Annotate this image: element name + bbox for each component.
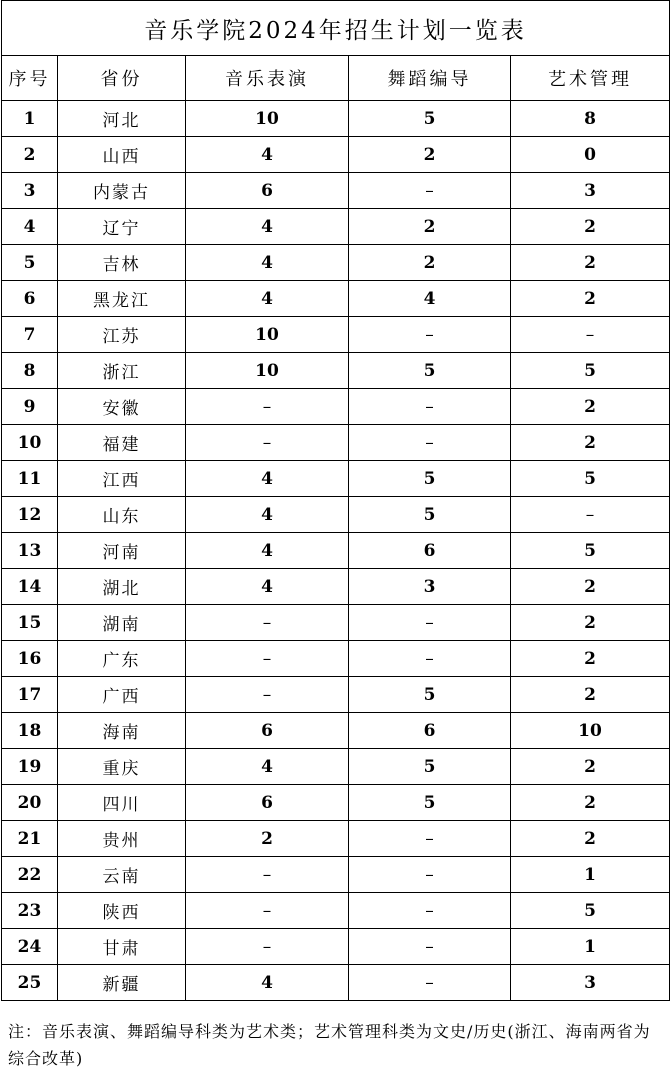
cell-index: 5 bbox=[2, 245, 58, 281]
cell-index: 21 bbox=[2, 821, 58, 857]
cell-dance-choreography: 5 bbox=[349, 785, 511, 821]
table-row bbox=[2, 389, 670, 425]
cell-province: 浙江 bbox=[58, 353, 186, 389]
cell-dance-choreography: – bbox=[349, 929, 511, 965]
cell-arts-management: – bbox=[511, 317, 670, 353]
table-row bbox=[2, 245, 670, 281]
cell-province: 湖北 bbox=[58, 569, 186, 605]
cell-dance-choreography: 2 bbox=[349, 209, 511, 245]
cell-province: 江苏 bbox=[58, 317, 186, 353]
cell-arts-management: 1 bbox=[511, 857, 670, 893]
cell-dance-choreography: – bbox=[349, 389, 511, 425]
cell-music-performance: – bbox=[186, 641, 349, 677]
cell-arts-management: 0 bbox=[511, 137, 670, 173]
cell-dance-choreography: – bbox=[349, 965, 511, 1001]
cell-dance-choreography: 6 bbox=[349, 713, 511, 749]
table-row bbox=[2, 677, 670, 713]
cell-arts-management: 2 bbox=[511, 785, 670, 821]
cell-dance-choreography: – bbox=[349, 857, 511, 893]
cell-dance-choreography: 5 bbox=[349, 461, 511, 497]
cell-index: 10 bbox=[2, 425, 58, 461]
cell-arts-management: 3 bbox=[511, 173, 670, 209]
table-row bbox=[2, 173, 670, 209]
title-row bbox=[2, 1, 670, 56]
cell-province: 云南 bbox=[58, 857, 186, 893]
cell-index: 12 bbox=[2, 497, 58, 533]
cell-dance-choreography: 6 bbox=[349, 533, 511, 569]
cell-province: 湖南 bbox=[58, 605, 186, 641]
cell-arts-management: 2 bbox=[511, 389, 670, 425]
cell-dance-choreography: 2 bbox=[349, 245, 511, 281]
cell-province: 河南 bbox=[58, 533, 186, 569]
cell-province: 陕西 bbox=[58, 893, 186, 929]
cell-arts-management: 5 bbox=[511, 533, 670, 569]
cell-arts-management: 10 bbox=[511, 713, 670, 749]
cell-music-performance: 10 bbox=[186, 101, 349, 137]
cell-music-performance: 4 bbox=[186, 533, 349, 569]
cell-music-performance: 4 bbox=[186, 965, 349, 1001]
cell-arts-management: 2 bbox=[511, 425, 670, 461]
cell-music-performance: 4 bbox=[186, 749, 349, 785]
header-index: 序号 bbox=[2, 56, 58, 101]
cell-index: 16 bbox=[2, 641, 58, 677]
cell-arts-management: 2 bbox=[511, 605, 670, 641]
cell-province: 黑龙江 bbox=[58, 281, 186, 317]
table-row bbox=[2, 605, 670, 641]
table-row bbox=[2, 641, 670, 677]
cell-dance-choreography: – bbox=[349, 641, 511, 677]
cell-dance-choreography: 5 bbox=[349, 353, 511, 389]
cell-index: 13 bbox=[2, 533, 58, 569]
cell-music-performance: 6 bbox=[186, 713, 349, 749]
cell-index: 2 bbox=[2, 137, 58, 173]
cell-dance-choreography: – bbox=[349, 173, 511, 209]
table-row bbox=[2, 317, 670, 353]
table-row bbox=[2, 785, 670, 821]
cell-arts-management: 3 bbox=[511, 965, 670, 1001]
cell-dance-choreography: 5 bbox=[349, 677, 511, 713]
cell-index: 6 bbox=[2, 281, 58, 317]
cell-dance-choreography: – bbox=[349, 821, 511, 857]
cell-index: 1 bbox=[2, 101, 58, 137]
cell-arts-management: 2 bbox=[511, 749, 670, 785]
table-row bbox=[2, 353, 670, 389]
table-row bbox=[2, 857, 670, 893]
cell-dance-choreography: – bbox=[349, 425, 511, 461]
header-province: 省份 bbox=[58, 56, 186, 101]
cell-arts-management: 2 bbox=[511, 245, 670, 281]
cell-province: 甘肃 bbox=[58, 929, 186, 965]
cell-music-performance: 2 bbox=[186, 821, 349, 857]
cell-dance-choreography: 3 bbox=[349, 569, 511, 605]
table-row bbox=[2, 929, 670, 965]
enrollment-plan-table bbox=[1, 0, 670, 1001]
cell-music-performance: – bbox=[186, 389, 349, 425]
cell-province: 重庆 bbox=[58, 749, 186, 785]
cell-music-performance: 10 bbox=[186, 353, 349, 389]
cell-dance-choreography: 5 bbox=[349, 101, 511, 137]
cell-province: 四川 bbox=[58, 785, 186, 821]
cell-index: 14 bbox=[2, 569, 58, 605]
cell-music-performance: 4 bbox=[186, 137, 349, 173]
cell-arts-management: 2 bbox=[511, 677, 670, 713]
cell-arts-management: 5 bbox=[511, 461, 670, 497]
cell-province: 内蒙古 bbox=[58, 173, 186, 209]
cell-province: 贵州 bbox=[58, 821, 186, 857]
table-title: 音乐学院2024年招生计划一览表 bbox=[2, 1, 670, 56]
table-row bbox=[2, 497, 670, 533]
table-row bbox=[2, 569, 670, 605]
cell-province: 海南 bbox=[58, 713, 186, 749]
header-arts-management: 艺术管理 bbox=[511, 56, 670, 101]
header-music-performance: 音乐表演 bbox=[186, 56, 349, 101]
cell-music-performance: 4 bbox=[186, 245, 349, 281]
cell-music-performance: 4 bbox=[186, 569, 349, 605]
cell-index: 22 bbox=[2, 857, 58, 893]
cell-arts-management: – bbox=[511, 497, 670, 533]
cell-index: 19 bbox=[2, 749, 58, 785]
table-row bbox=[2, 461, 670, 497]
table-row bbox=[2, 209, 670, 245]
cell-index: 7 bbox=[2, 317, 58, 353]
cell-index: 9 bbox=[2, 389, 58, 425]
table-row bbox=[2, 101, 670, 137]
cell-music-performance: – bbox=[186, 929, 349, 965]
cell-province: 福建 bbox=[58, 425, 186, 461]
cell-arts-management: 1 bbox=[511, 929, 670, 965]
cell-dance-choreography: – bbox=[349, 893, 511, 929]
cell-arts-management: 8 bbox=[511, 101, 670, 137]
table-row bbox=[2, 749, 670, 785]
cell-province: 辽宁 bbox=[58, 209, 186, 245]
table-row bbox=[2, 137, 670, 173]
cell-index: 8 bbox=[2, 353, 58, 389]
cell-index: 23 bbox=[2, 893, 58, 929]
cell-dance-choreography: – bbox=[349, 605, 511, 641]
cell-arts-management: 2 bbox=[511, 281, 670, 317]
cell-province: 广东 bbox=[58, 641, 186, 677]
table-row bbox=[2, 821, 670, 857]
header-dance-choreography: 舞蹈编导 bbox=[349, 56, 511, 101]
cell-music-performance: 4 bbox=[186, 209, 349, 245]
cell-arts-management: 5 bbox=[511, 893, 670, 929]
table-row bbox=[2, 893, 670, 929]
table-row bbox=[2, 533, 670, 569]
cell-arts-management: 2 bbox=[511, 569, 670, 605]
cell-province: 安徽 bbox=[58, 389, 186, 425]
table-row bbox=[2, 281, 670, 317]
cell-dance-choreography: 4 bbox=[349, 281, 511, 317]
cell-arts-management: 5 bbox=[511, 353, 670, 389]
cell-province: 山东 bbox=[58, 497, 186, 533]
cell-province: 吉林 bbox=[58, 245, 186, 281]
cell-arts-management: 2 bbox=[511, 821, 670, 857]
cell-music-performance: 4 bbox=[186, 461, 349, 497]
cell-dance-choreography: – bbox=[349, 317, 511, 353]
cell-index: 15 bbox=[2, 605, 58, 641]
cell-arts-management: 2 bbox=[511, 209, 670, 245]
cell-province: 江西 bbox=[58, 461, 186, 497]
cell-arts-management: 2 bbox=[511, 641, 670, 677]
cell-index: 24 bbox=[2, 929, 58, 965]
cell-dance-choreography: 5 bbox=[349, 749, 511, 785]
cell-dance-choreography: 2 bbox=[349, 137, 511, 173]
cell-index: 3 bbox=[2, 173, 58, 209]
cell-music-performance: 4 bbox=[186, 497, 349, 533]
cell-index: 20 bbox=[2, 785, 58, 821]
cell-index: 4 bbox=[2, 209, 58, 245]
cell-music-performance: – bbox=[186, 605, 349, 641]
cell-province: 河北 bbox=[58, 101, 186, 137]
cell-music-performance: – bbox=[186, 857, 349, 893]
cell-index: 17 bbox=[2, 677, 58, 713]
cell-music-performance: – bbox=[186, 893, 349, 929]
cell-music-performance: – bbox=[186, 425, 349, 461]
cell-music-performance: 6 bbox=[186, 785, 349, 821]
cell-music-performance: 10 bbox=[186, 317, 349, 353]
cell-province: 广西 bbox=[58, 677, 186, 713]
table-row bbox=[2, 965, 670, 1001]
table-row bbox=[2, 713, 670, 749]
cell-province: 山西 bbox=[58, 137, 186, 173]
footnote: 注：音乐表演、舞蹈编导科类为艺术类；艺术管理科类为文史/历史(浙江、海南两省为综合改革) bbox=[8, 1022, 651, 1068]
cell-index: 18 bbox=[2, 713, 58, 749]
cell-music-performance: 6 bbox=[186, 173, 349, 209]
cell-music-performance: 4 bbox=[186, 281, 349, 317]
header-row bbox=[2, 56, 670, 101]
table-row bbox=[2, 425, 670, 461]
cell-index: 11 bbox=[2, 461, 58, 497]
cell-music-performance: – bbox=[186, 677, 349, 713]
cell-index: 25 bbox=[2, 965, 58, 1001]
cell-dance-choreography: 5 bbox=[349, 497, 511, 533]
cell-province: 新疆 bbox=[58, 965, 186, 1001]
